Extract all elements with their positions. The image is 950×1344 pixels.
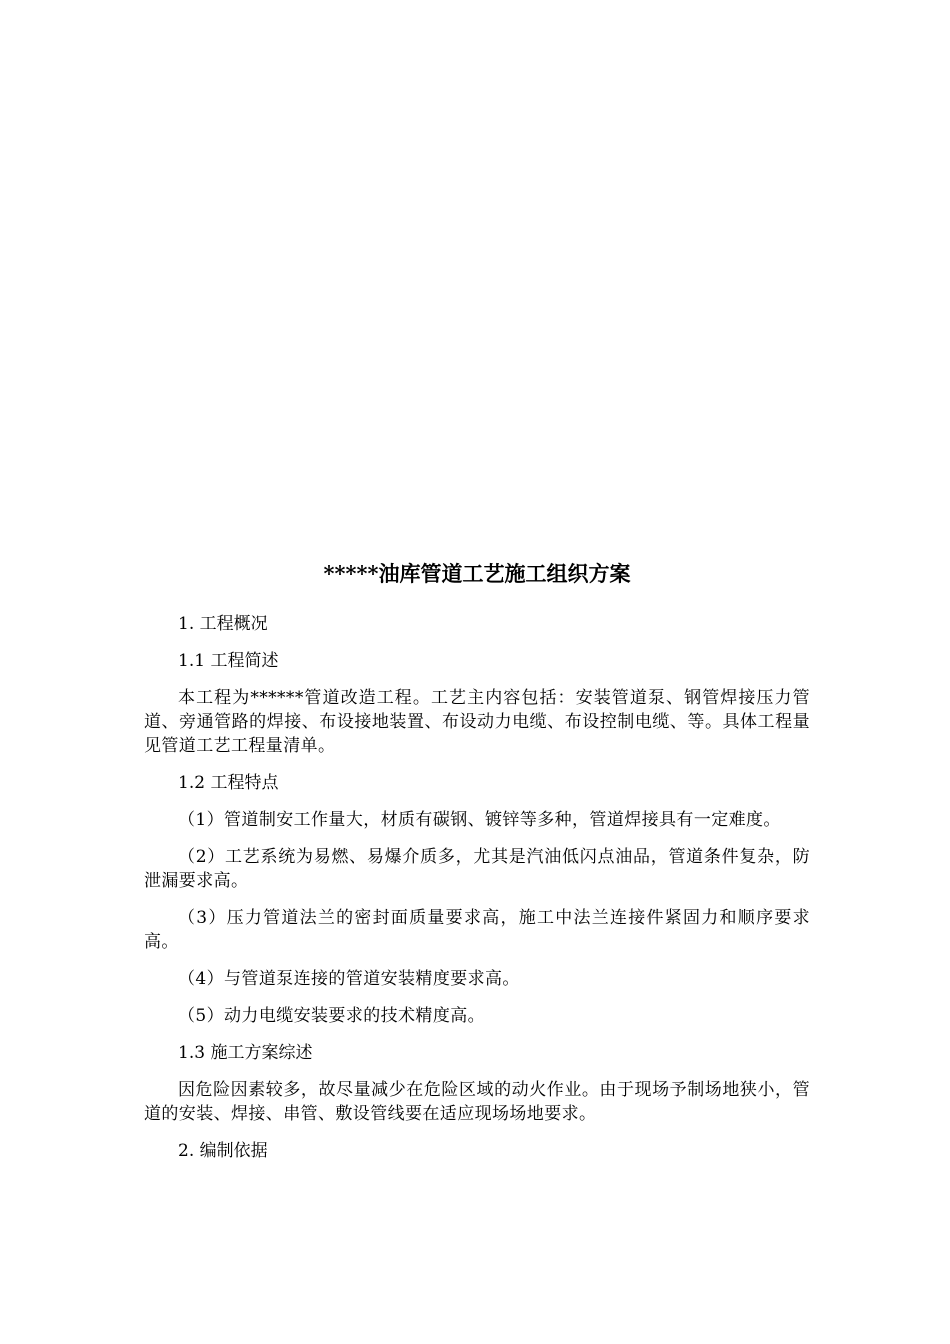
feature-item-3: （3）压力管道法兰的密封面质量要求高，施工中法兰连接件紧固力和顺序要求高。 (144, 908, 810, 952)
document-body (144, 558, 810, 1176)
document-title: *****油库管道工艺施工组织方案 (323, 561, 631, 586)
section-1-heading: 1. 工程概况 (178, 614, 268, 634)
section-1-3-paragraph: 因危险因素较多，故尽量减少在危险区域的动火作业。由于现场予制场地狭小，管道的安装、焊接、串管、敷设管线要在适应现场场地要求。 (144, 1080, 810, 1124)
feature-item-2: （2）工艺系统为易燃、易爆介质多，尤其是汽油低闪点油品，管道条件复杂，防泄漏要求高。 (144, 847, 810, 891)
document-blocks (144, 612, 810, 1163)
section-1-3-heading: 1.3 施工方案综述 (178, 1043, 313, 1063)
section-1-1-heading: 1.1 工程简述 (178, 651, 279, 671)
section-1-1-paragraph: 本工程为******管道改造工程。工艺主内容包括：安装管道泵、钢管焊接压力管道、旁通管路的焊接、布设接地装置、布设动力电缆、布设控制电缆、等。具体工程量见管道工艺工程量清单。 (144, 688, 810, 756)
section-2-heading: 2. 编制依据 (178, 1141, 268, 1161)
section-1-2-heading: 1.2 工程特点 (178, 773, 279, 793)
feature-item-5: （5）动力电缆安装要求的技术精度高。 (178, 1006, 486, 1026)
feature-item-1: （1）管道制安工作量大，材质有碳钢、镀锌等多种，管道焊接具有一定难度。 (178, 810, 781, 830)
feature-item-4: （4）与管道泵连接的管道安装精度要求高。 (178, 969, 520, 989)
